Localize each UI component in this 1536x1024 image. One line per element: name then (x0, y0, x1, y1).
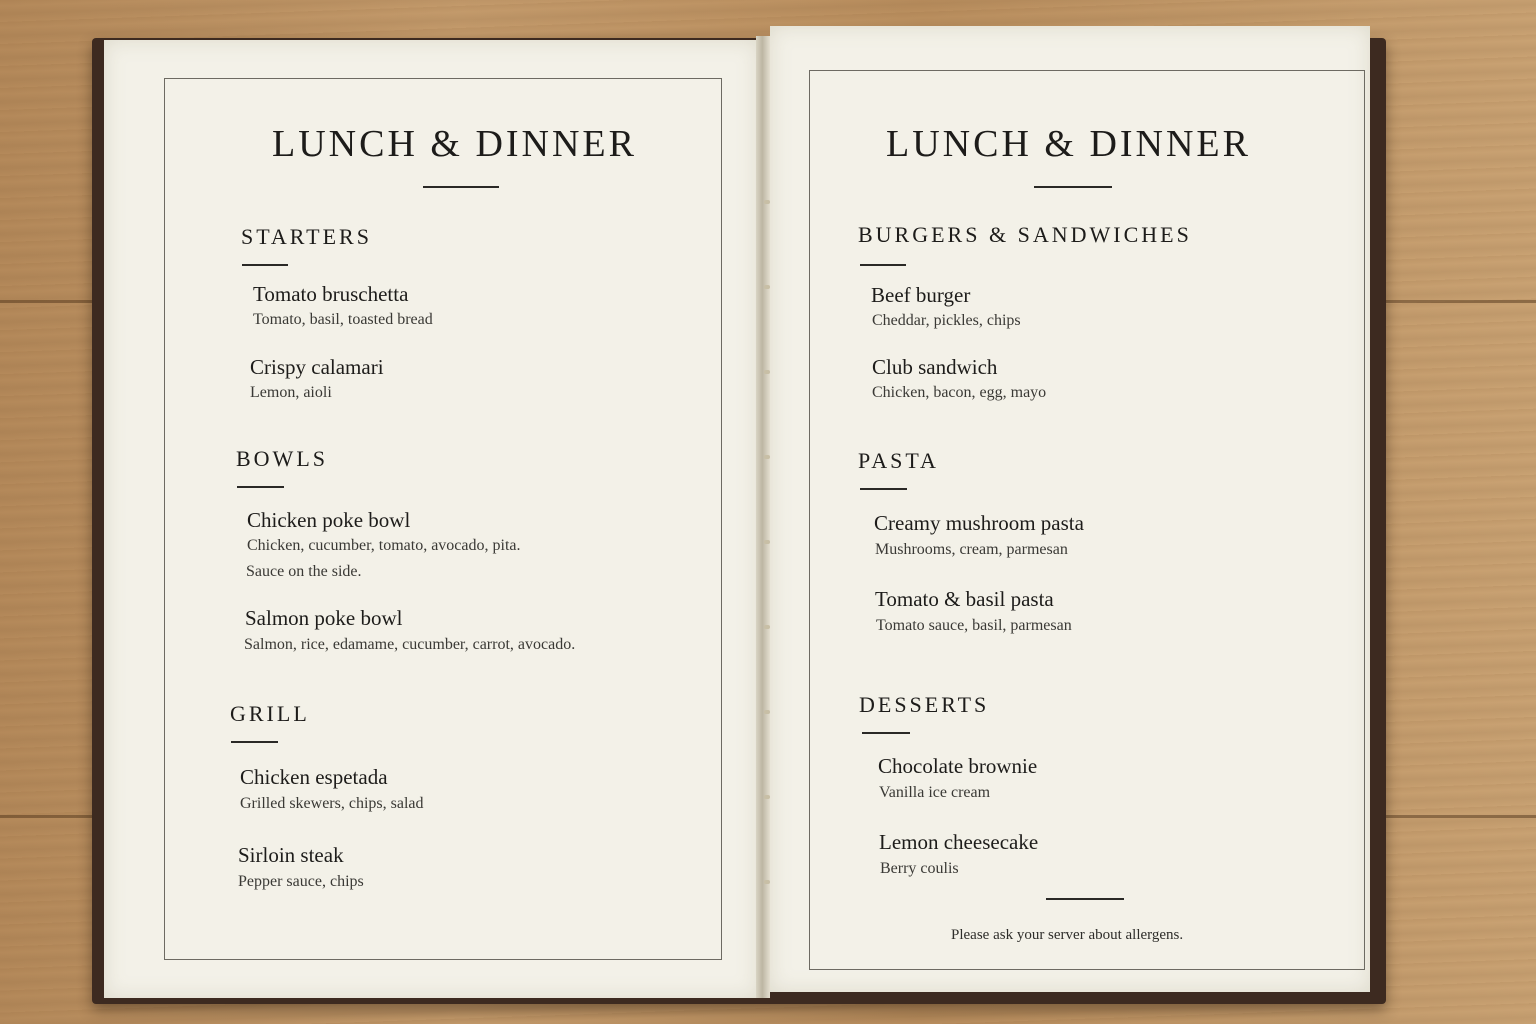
binding-stitch (764, 540, 770, 544)
menu-item-description: Chicken, bacon, egg, mayo (872, 384, 1047, 401)
section-heading-grill: GRILL (230, 701, 310, 726)
menu-item-name: Beef burger (871, 283, 971, 307)
binding-stitch (764, 370, 770, 374)
section-heading-bowls: BOWLS (236, 446, 328, 471)
menu-item-description: Tomato, basil, toasted bread (253, 311, 433, 328)
section-heading-burgers-sandwiches: BURGERS & SANDWICHES (858, 222, 1192, 247)
menu-spine (756, 36, 770, 998)
menu-item-name: Tomato & basil pasta (875, 587, 1054, 611)
section-heading-pasta: PASTA (858, 448, 939, 473)
binding-stitch (764, 710, 770, 714)
menu-item-description: Sauce on the side. (246, 563, 362, 580)
menu-item-description: Vanilla ice cream (879, 784, 991, 801)
binding-stitch (764, 880, 770, 884)
menu-item-name: Chicken poke bowl (247, 508, 411, 532)
menu-item-name: Tomato bruschetta (253, 282, 409, 306)
menu-item-description: Berry coulis (880, 860, 959, 877)
menu-item-name: Creamy mushroom pasta (874, 511, 1084, 535)
title-divider (1034, 186, 1112, 188)
menu-item-description: Grilled skewers, chips, salad (240, 795, 424, 812)
menu-item-description: Mushrooms, cream, parmesan (875, 541, 1068, 558)
binding-stitch (764, 200, 770, 204)
left-page-title: LUNCH & DINNER (272, 123, 637, 165)
menu-item-name: Club sandwich (872, 355, 998, 379)
title-divider (423, 186, 499, 188)
section-divider (860, 488, 907, 490)
section-heading-desserts: DESSERTS (859, 692, 990, 717)
section-heading-starters: STARTERS (241, 224, 372, 249)
section-divider (862, 732, 910, 734)
footer-divider (1046, 898, 1124, 900)
right-page-title: LUNCH & DINNER (886, 123, 1251, 165)
binding-stitch (764, 795, 770, 799)
binding-stitch (764, 285, 770, 289)
menu-item-description: Tomato sauce, basil, parmesan (876, 617, 1072, 634)
section-divider (242, 264, 288, 266)
menu-item-description: Salmon, rice, edamame, cucumber, carrot, avocado. (244, 636, 576, 653)
section-divider (231, 741, 278, 743)
menu-item-description: Chicken, cucumber, tomato, avocado, pita. (247, 537, 521, 554)
section-divider (237, 486, 284, 488)
allergen-note: Please ask your server about allergens. (951, 927, 1184, 943)
menu-item-name: Salmon poke bowl (245, 606, 403, 630)
menu-item-name: Chocolate brownie (878, 754, 1038, 778)
menu-item-name: Lemon cheesecake (879, 830, 1039, 854)
binding-stitch (764, 625, 770, 629)
section-divider (860, 264, 906, 266)
menu-item-description: Pepper sauce, chips (238, 873, 364, 890)
menu-item-description: Cheddar, pickles, chips (872, 312, 1021, 329)
menu-item-name: Crispy calamari (250, 355, 384, 379)
binding-stitch (764, 455, 770, 459)
menu-item-name: Chicken espetada (240, 765, 388, 789)
menu-item-name: Sirloin steak (238, 843, 344, 867)
menu-item-description: Lemon, aioli (250, 384, 332, 401)
